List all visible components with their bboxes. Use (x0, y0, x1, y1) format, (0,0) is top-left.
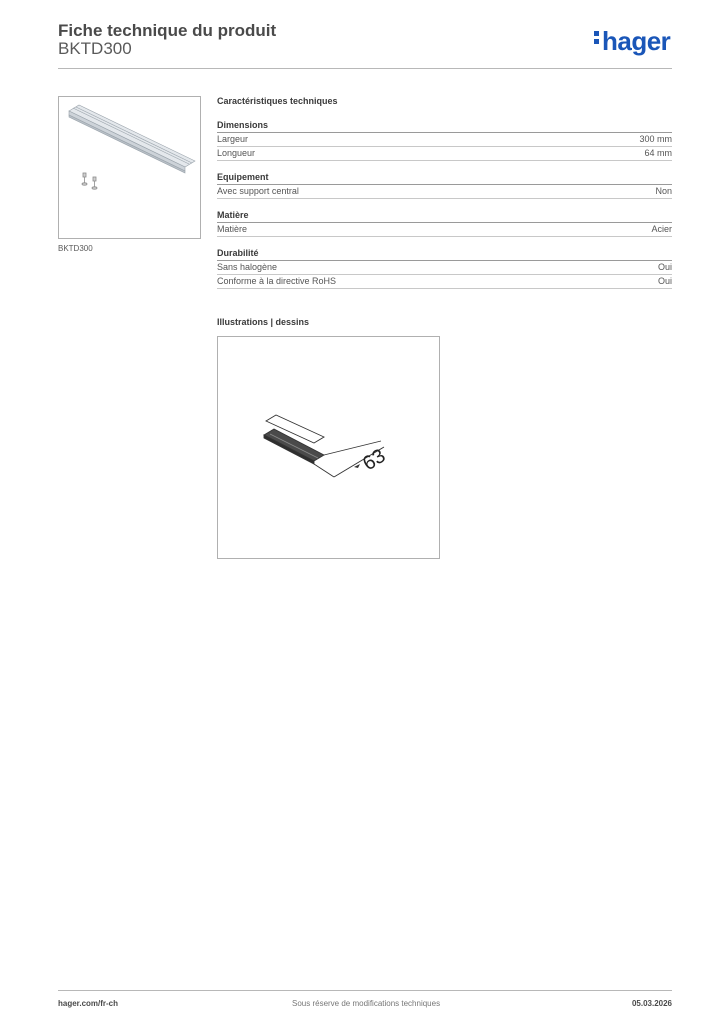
dimension-label: 63 (358, 444, 390, 476)
header-divider (58, 68, 672, 69)
spec-value: Acier (651, 224, 672, 234)
spec-label: Sans halogène (217, 262, 278, 272)
spec-row (217, 223, 672, 237)
spec-group-material (217, 210, 672, 237)
spec-row (217, 185, 672, 199)
spec-value: 64 mm (644, 148, 672, 158)
spec-label: Largeur (217, 134, 249, 144)
spec-value: Oui (657, 276, 672, 286)
page-title: Fiche technique du produit (58, 21, 277, 40)
spec-value: Non (655, 186, 672, 196)
spec-row (217, 261, 672, 275)
cable-tray-cover-icon (59, 97, 200, 238)
illustrations-title: Illustrations | dessins (217, 317, 310, 327)
specs-title: Caractéristiques techniques (217, 96, 338, 106)
dimension-drawing (217, 336, 440, 559)
logo-text: hager (602, 26, 671, 56)
spec-value: Oui (657, 262, 672, 272)
spec-row (217, 147, 672, 161)
logo-dots-icon (594, 28, 600, 47)
product-image-caption: BKTD300 (58, 244, 93, 253)
footer-website[interactable]: hager.com/fr-ch (58, 999, 119, 1008)
technical-drawing (218, 337, 439, 558)
technical-specs (217, 96, 672, 300)
product-image (58, 96, 201, 239)
spec-label: Matière (217, 224, 248, 234)
spec-group-title: Dimensions (217, 120, 672, 133)
footer-divider (58, 990, 672, 991)
spec-group-equipment (217, 172, 672, 199)
spec-group-dimensions (217, 120, 672, 161)
spec-group-title: Matière (217, 210, 672, 223)
spec-value: 300 mm (639, 134, 672, 144)
spec-label: Longueur (217, 148, 256, 158)
footer-disclaimer: Sous réserve de modifications techniques (292, 999, 441, 1008)
spec-group-title: Durabilité (217, 248, 672, 261)
spec-label: Avec support central (217, 186, 299, 196)
spec-row (217, 275, 672, 289)
hager-logo (594, 26, 670, 57)
footer-date: 05.03.2026 (631, 999, 672, 1008)
spec-label: Conforme à la directive RoHS (217, 276, 337, 286)
spec-group-sustainability (217, 248, 672, 289)
spec-group-title: Equipement (217, 172, 672, 185)
product-reference: BKTD300 (58, 39, 132, 58)
spec-row (217, 133, 672, 147)
